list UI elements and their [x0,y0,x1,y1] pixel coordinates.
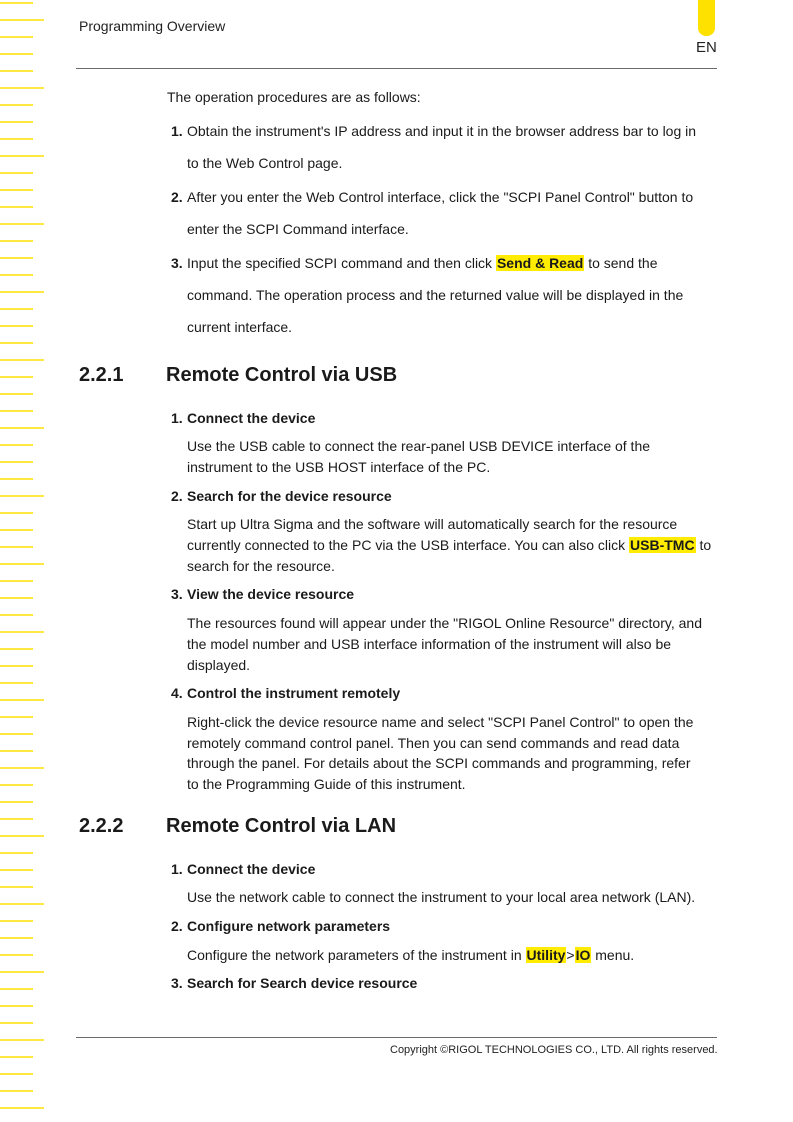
usb-step-1-number: 1. [171,410,183,426]
usb-step-2-line-1: Start up Ultra Sigma and the software will automatically search for the resource [187,516,678,532]
language-label: EN [696,39,717,56]
usb-step-4-title: Control the instrument remotely [187,685,401,701]
usb-step-2-number: 2. [171,488,183,504]
usb-step-2-text-post: to [695,537,712,553]
lan-step-1-line: Use the network cable to connect the instrument to your local area network (LAN). [187,889,696,905]
send-read-button-ref: Send & Read [496,255,584,271]
usb-step-1-line-2: instrument to the USB HOST interface of the PC. [187,459,491,475]
procedure-3-number: 3. [171,255,183,271]
section-2-2-2-number: 2.2.2 [79,815,124,837]
usb-step-3-line-3: displayed. [187,657,251,673]
usb-step-3-line-2: the model number and USB interface information of the instrument will also be [187,636,672,652]
usb-step-4-number: 4. [171,685,183,701]
procedure-2-line-1: After you enter the Web Control interface, click the "SCPI Panel Control" button to [187,189,694,205]
procedure-1-line-1: Obtain the instrument's IP address and input it in the browser address bar to log in [187,123,697,139]
header-rule [76,68,717,69]
usb-step-2-line-3: search for the resource. [187,558,335,574]
utility-key-ref: Utility [526,947,566,963]
footer-rule [76,1037,717,1038]
lan-step-1-number: 1. [171,861,183,877]
usb-step-2-text-pre: currently connected to the PC via the USB interface. You can also click [187,537,630,553]
section-2-2-1-title: Remote Control via USB [166,364,398,386]
io-key-ref: IO [575,947,591,963]
usb-step-2-line-2 [187,535,711,556]
procedure-1-line-2: to the Web Control page. [187,155,343,171]
margin-index-ticks [0,0,46,1122]
procedure-2-number: 2. [171,189,183,205]
procedure-1-number: 1. [171,123,183,139]
usb-step-3-title: View the device resource [187,586,355,602]
lan-step-2-text-post: menu. [591,947,635,963]
usb-tmc-button-ref: USB-TMC [630,537,695,553]
procedure-3-line-3: current interface. [187,319,293,335]
lan-step-2-line [187,945,634,966]
usb-step-4-line-2: remotely command control panel. Then you can send commands and read data [187,735,680,751]
section-2-2-2-title: Remote Control via LAN [166,815,397,837]
lan-step-3-number: 3. [171,975,183,991]
menu-separator: > [566,947,575,963]
usb-step-3-line-1: The resources found will appear under the "RIGOL Online Resource" directory, and [187,615,702,631]
procedure-3-line-1 [187,253,657,274]
usb-step-4-line-1: Right-click the device resource name and select "SCPI Panel Control" to open the [187,714,694,730]
usb-step-1-title: Connect the device [187,410,316,426]
usb-step-4-line-4: to the Programming Guide of this instrument. [187,776,466,792]
procedure-3-text-pre: Input the specified SCPI command and then click [187,255,496,271]
language-tab-marker [698,0,715,36]
lan-step-1-title: Connect the device [187,861,316,877]
usb-step-2-title: Search for the device resource [187,488,392,504]
lan-step-2-number: 2. [171,918,183,934]
copyright-footer: Copyright ©RIGOL TECHNOLOGIES CO., LTD. All rights reserved. [390,1044,718,1056]
procedure-2-line-2: enter the SCPI Command interface. [187,221,409,237]
usb-step-4-line-3: through the panel. For details about the SCPI commands and programming, refer [187,755,691,771]
procedure-3-line-2: command. The operation process and the returned value will be displayed in the [187,287,684,303]
page-header-title: Programming Overview [79,18,226,34]
lan-step-2-text-pre: Configure the network parameters of the instrument in [187,947,526,963]
usb-step-1-line-1: Use the USB cable to connect the rear-panel USB DEVICE interface of the [187,438,651,454]
lan-step-2-title: Configure network parameters [187,918,391,934]
intro-text: The operation procedures are as follows: [167,89,421,105]
lan-step-3-title: Search for Search device resource [187,975,418,991]
section-2-2-1-number: 2.2.1 [79,364,124,386]
usb-step-3-number: 3. [171,586,183,602]
procedure-3-text-post: to send the [584,255,658,271]
